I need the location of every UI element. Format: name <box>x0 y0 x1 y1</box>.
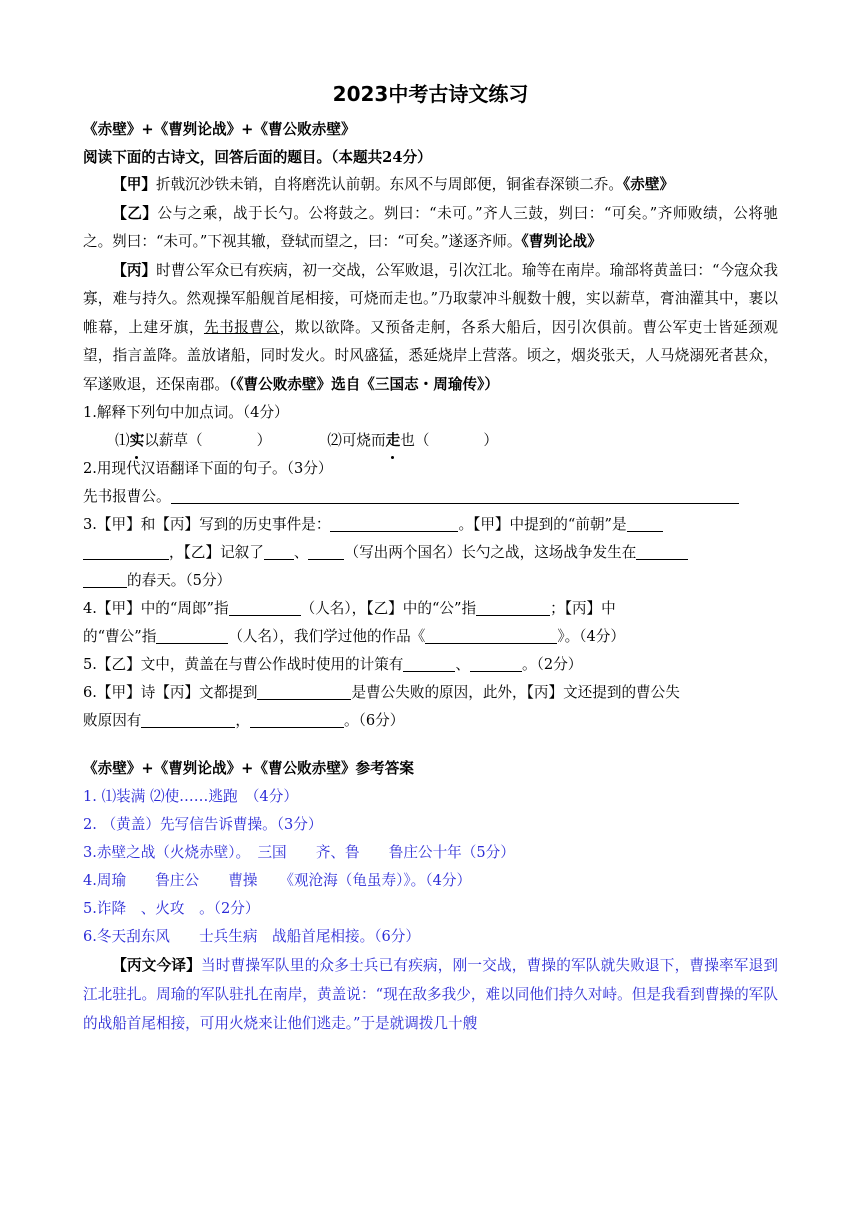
q4-blank-gong[interactable] <box>476 600 550 616</box>
question-4-line-2 <box>83 623 778 651</box>
passage-yi <box>83 200 778 257</box>
q3-blank-state-1[interactable] <box>264 544 294 560</box>
passage-bing <box>83 257 778 400</box>
translation-text: 当时曹操军队里的众多士兵已有疾病，刚一交战，曹操的军队就失败退下，曹操率军退到江北驻扎。周瑜的军队驻扎在南岸，黄盖说：“现在敌多我少，难以同他们持久对峙。但是我看到曹操的军队的战船首尾相接，可用火烧来让他们逃走。”于是就调拨几十艘 <box>83 956 778 1032</box>
q2-answer-blank[interactable] <box>171 488 739 504</box>
passage-jia <box>83 171 778 200</box>
q4-text-d: 的“曹公”指 <box>83 628 157 645</box>
q1-b-close: ） <box>483 432 499 449</box>
answer-2: 2. （黄盖）先写信告诉曹操。（3分） <box>83 815 323 833</box>
q5-blank-2[interactable] <box>470 656 522 672</box>
passage-bing-underlined: 先书报曹公 <box>203 318 280 336</box>
q3-blank-state-2[interactable] <box>308 544 344 560</box>
passage-yi-text: 公与之乘，战于长勺。公将鼓之。刿曰：“未可。”齐人三鼓，刿曰：“可矣。”齐师败绩，公将驰之。刿曰：“未可。”下视其辙，登轼而望之，曰：“可矣。”遂逐齐师。 <box>83 204 778 250</box>
q1-a-dotted-word: 实 <box>130 427 145 455</box>
q1-a-prefix: ⑴ <box>115 432 130 449</box>
question-2-sentence-line <box>83 483 778 511</box>
q6-text-d: ， <box>235 712 250 729</box>
q5-text-b: 、 <box>455 656 471 673</box>
q1-a-rest: 以薪草（ <box>144 432 203 449</box>
q6-text-a: 6.【甲】诗【丙】文都提到 <box>83 684 258 701</box>
q6-blank-other-2[interactable] <box>250 712 344 728</box>
answer-4: 4.周瑜 鲁庄公 曹操 《观沧海（龟虽寿）》。（4分） <box>83 871 472 889</box>
q3-blank-time-b[interactable] <box>83 572 127 588</box>
translation-label: 【丙文今译】 <box>112 956 201 974</box>
question-1: 1.解释下列句中加点词。（4分） <box>83 404 289 421</box>
answer-6: 6.冬天刮东风 士兵生病 战船首尾相接。（6分） <box>83 927 420 945</box>
q1-b-prefix: ⑵可烧而 <box>327 432 386 449</box>
question-3-line-1 <box>83 511 778 539</box>
passage-bing-source: （《曹公败赤壁》选自《三国志・周瑜传》） <box>228 375 499 393</box>
q6-text-b: 是曹公失败的原因，此外，【丙】文还提到的曹公失 <box>351 684 680 701</box>
q3-blank-event[interactable] <box>330 516 458 532</box>
q1-a-close: ） <box>256 432 272 449</box>
question-1-items <box>83 427 778 455</box>
answer-5: 5.诈降 、火攻 。（2分） <box>83 899 260 917</box>
q3-text-d: 、 <box>293 544 309 561</box>
q5-text-a: 5.【乙】文中，黄盖在与曹公作战时使用的计策有 <box>83 656 404 673</box>
q3-blank-qianchao-a[interactable] <box>627 516 663 532</box>
q1-b-rest: 也（ <box>400 432 430 449</box>
passage-jia-label: 【甲】 <box>112 176 156 193</box>
q6-text-c: 败原因有 <box>83 712 142 729</box>
passage-jia-source: 《赤壁》 <box>623 176 675 193</box>
passage-jia-text: 折戟沉沙铁未销，自将磨洗认前朝。东风不与周郎便，铜雀春深锁二乔。 <box>155 176 623 193</box>
q4-text-c: ；【丙】中 <box>550 600 616 617</box>
q4-blank-caogong[interactable] <box>156 628 228 644</box>
q4-text-e: （人名），我们学过他的作品《 <box>228 628 426 645</box>
q4-blank-zhoulang[interactable] <box>229 600 301 616</box>
q2-sentence: 先书报曹公。 <box>83 488 171 505</box>
question-5 <box>83 651 778 679</box>
q3-text-c: ，【乙】记叙了 <box>169 544 264 561</box>
q4-text-b: （人名），【乙】中的“公”指 <box>300 600 477 617</box>
question-3-line-2 <box>83 539 778 567</box>
document-page <box>83 80 778 1038</box>
page-title: 2023中考古诗文练习 <box>332 82 529 106</box>
q6-blank-reason[interactable] <box>257 684 351 700</box>
question-2: 2.用现代汉语翻译下面的句子。（3分） <box>83 460 333 477</box>
q3-text-b: 。【甲】中提到的“前朝”是 <box>458 516 627 533</box>
question-3-line-3 <box>83 567 778 595</box>
section-header: 《赤壁》+《曹刿论战》+《曹公败赤壁》 <box>83 121 356 138</box>
q5-text-c: 。（2分） <box>522 656 583 673</box>
q3-blank-time-a[interactable] <box>636 544 688 560</box>
q5-blank-1[interactable] <box>403 656 455 672</box>
passage-bing-label: 【丙】 <box>112 261 157 279</box>
question-6-line-2 <box>83 707 778 735</box>
passage-yi-source: 《曹刿论战》 <box>521 233 602 250</box>
q3-blank-qianchao-b[interactable] <box>83 544 169 560</box>
q3-text-f: 的春天。（5分） <box>127 572 232 589</box>
instruction: 阅读下面的古诗文，回答后面的题目。（本题共24分） <box>83 148 432 166</box>
answers-header: 《赤壁》+《曹刿论战》+《曹公败赤壁》参考答案 <box>83 760 414 777</box>
answer-3: 3.赤壁之战（火烧赤壁）。 三国 齐、鲁 鲁庄公十年（5分） <box>83 843 515 861</box>
q6-blank-other-1[interactable] <box>141 712 235 728</box>
q4-text-a: 4.【甲】中的“周郎”指 <box>83 600 229 617</box>
answer-1: 1. ⑴装满 ⑵使……逃跑 （4分） <box>83 787 298 805</box>
q3-text-a: 3.【甲】和【丙】写到的历史事件是： <box>83 516 331 533</box>
question-4-line-1 <box>83 595 778 623</box>
q6-text-e: 。（6分） <box>344 712 405 729</box>
q4-blank-work[interactable] <box>425 628 557 644</box>
translation-paragraph <box>83 951 778 1038</box>
passage-bing-text-2: ，欺以欲降。又预备走舸，各系大船后，因引次俱前。曹公军吏士皆延颈观望，指言盖降。盖放诸船，同时发火。时风盛猛，悉延烧岸上营落。顷之，烟炎张天，人马烧溺死者甚众，军遂败退，还保南郡。 <box>83 318 778 393</box>
q4-text-f: 》。（4分） <box>557 628 625 645</box>
q1-b-dotted-word: 走 <box>386 427 401 455</box>
question-6-line-1 <box>83 679 778 707</box>
passage-bing-text-1: 时曹公军众已有疾病，初一交战，公军败退，引次江北。瑜等在南岸。瑜部将黄盖曰：“今寇众我寡，难与持久。然观操军船舰首尾相接，可烧而走也。”乃取蒙冲斗舰数十艘，实以薪草，膏油灌其中，裹以帷幕，上建牙旗， <box>83 261 778 336</box>
q3-text-e: （写出两个国名）长勺之战，这场战争发生在 <box>344 544 637 561</box>
passage-yi-label: 【乙】 <box>112 204 158 222</box>
